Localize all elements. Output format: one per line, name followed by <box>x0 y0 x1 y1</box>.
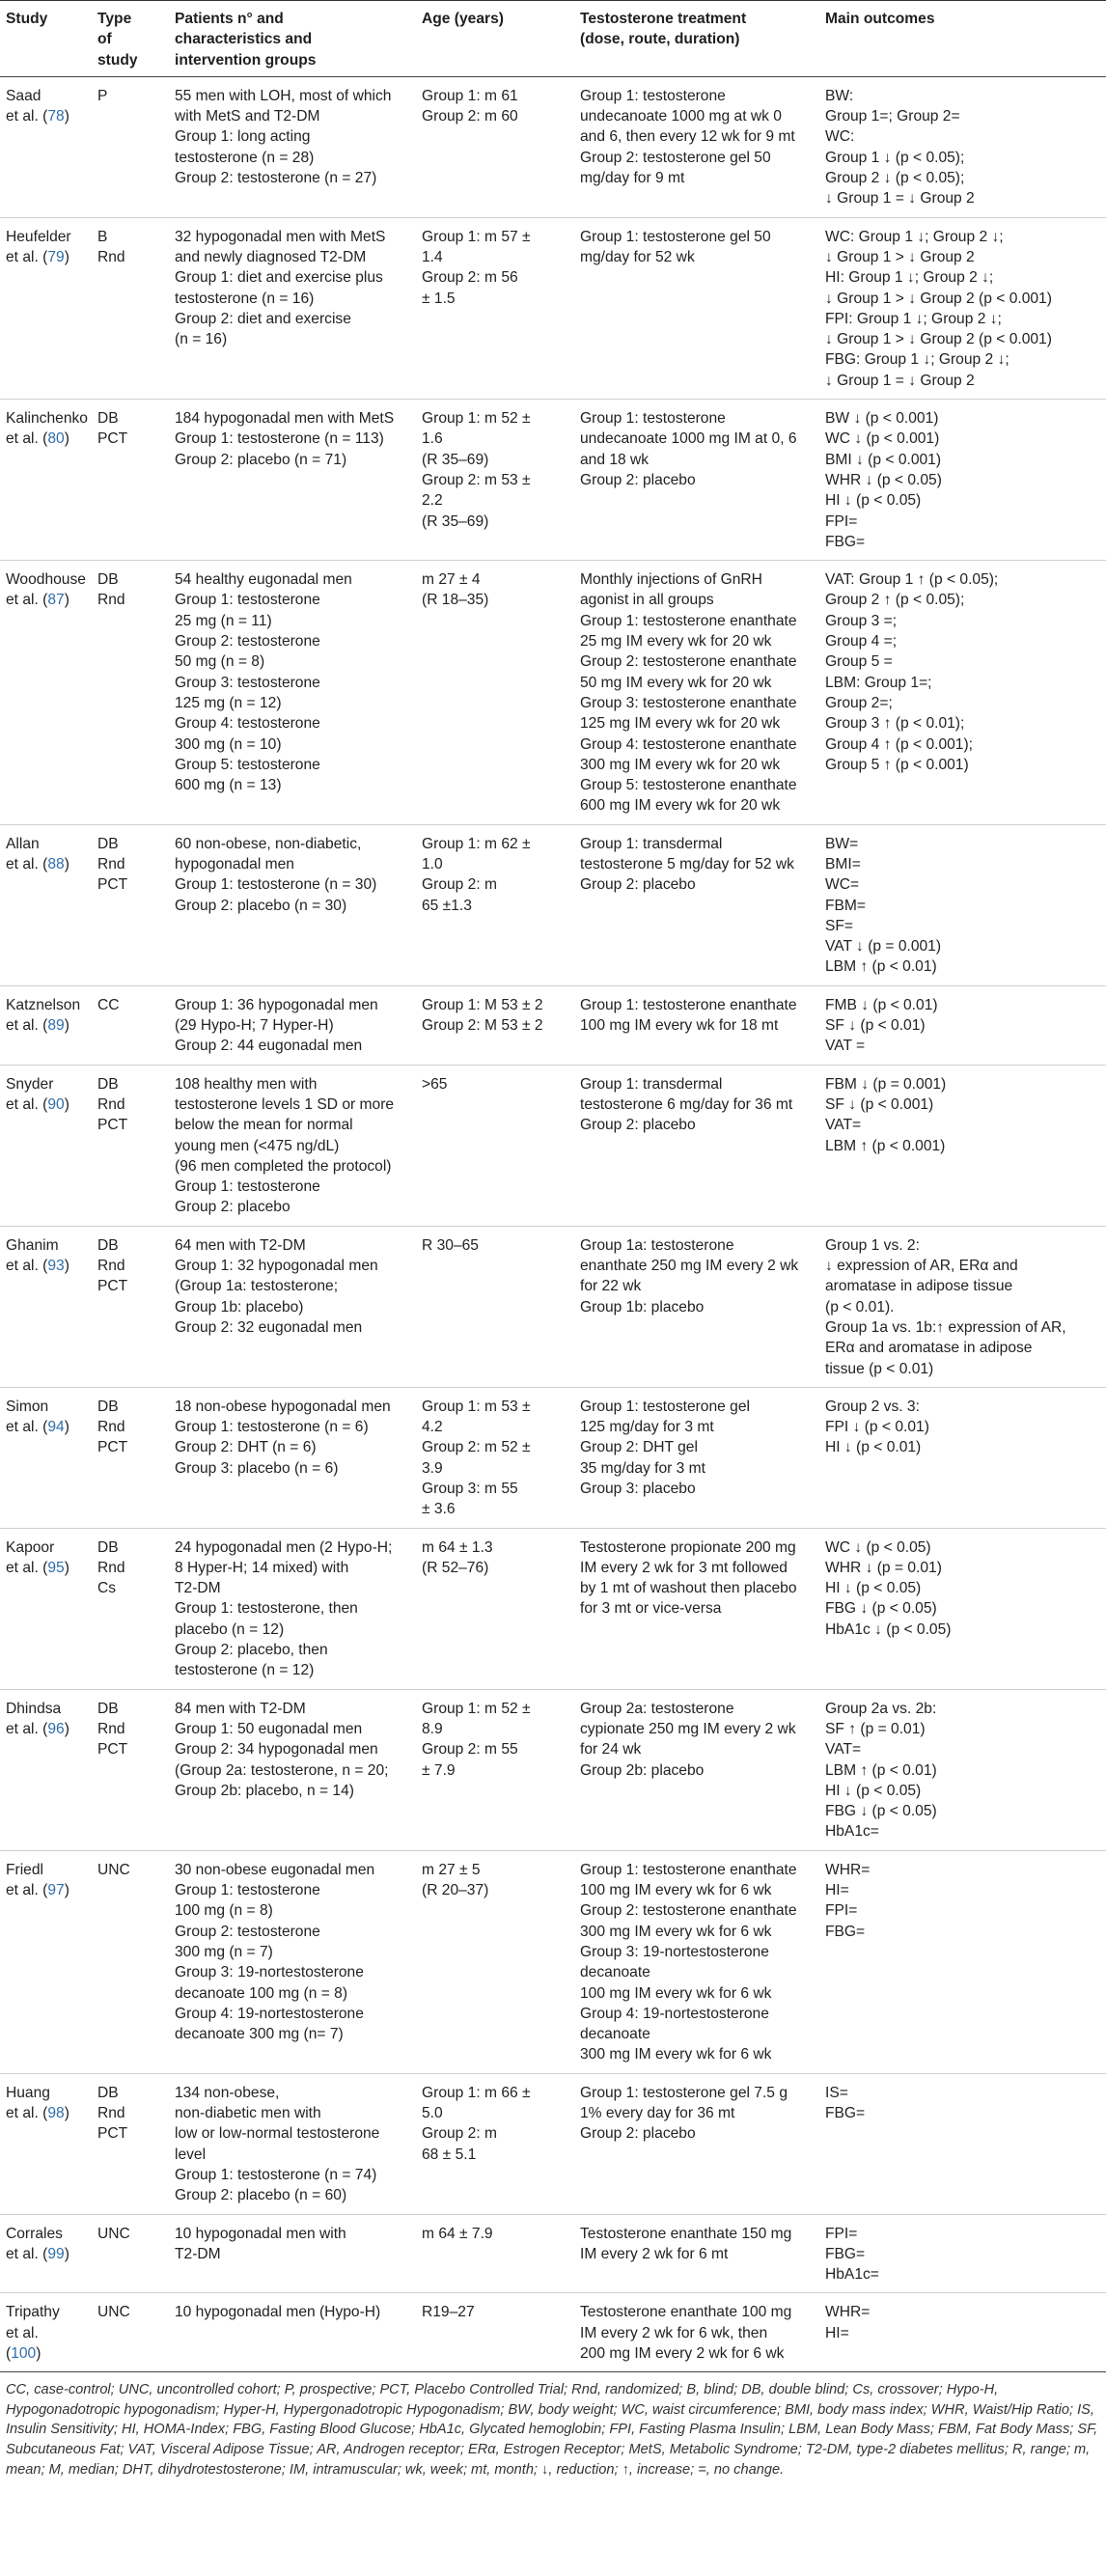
treatment-cell: Testosterone propionate 200 mg IM every 2 wk for 3 mt followed by 1 mt of washout then placebo for 3 mt or vice-versa <box>580 1538 797 1618</box>
ref-close-paren: ) <box>64 1720 69 1737</box>
ref-close-paren: ) <box>64 1017 69 1035</box>
reference-link[interactable]: 88 <box>47 855 65 873</box>
reference-link[interactable]: 96 <box>47 1720 65 1737</box>
treatment-cell: Group 2a: testosterone cypionate 250 mg IM every 2 wk for 24 wk Group 2b: placebo <box>580 1700 796 1779</box>
study-author: Kalinchenko et al. ( <box>6 410 88 448</box>
reference-link[interactable]: 87 <box>47 592 65 609</box>
treatment-cell: Group 1: testosterone enanthate 100 mg IM every wk for 6 wk Group 2: testosterone enanthate 300 mg IM every wk for 6 wk Group 3: 19-nortestosterone decanoate 100 mg IM every wk for 6 wk Group 4: 19-nortestosterone decanoate 300 mg IM every wk for 6 wk <box>580 1861 797 2064</box>
type-cell: UNC <box>97 2304 130 2321</box>
age-cell: Group 1: M 53 ± 2 Group 2: M 53 ± 2 <box>422 996 543 1035</box>
ref-close-paren: ) <box>64 430 69 448</box>
treatment-cell: Testosterone enanthate 150 mg IM every 2 wk for 6 mt <box>580 2225 792 2262</box>
study-cell <box>0 2214 92 2293</box>
reference-link[interactable]: 90 <box>47 1095 65 1113</box>
age-cell: Group 1: m 66 ± 5.0 Group 2: m 68 ± 5.1 <box>422 2084 531 2163</box>
reference-link[interactable]: 80 <box>47 430 65 448</box>
treatment-cell: Group 1: testosterone gel 7.5 g 1% every day for 36 mt Group 2: placebo <box>580 2084 788 2143</box>
patients-cell: 184 hypogonadal men with MetS Group 1: testosterone (n = 113) Group 2: placebo (n = 71) <box>175 410 395 468</box>
ref-close-paren: ) <box>64 2245 69 2262</box>
outcomes-cell: FBM ↓ (p = 0.001) SF ↓ (p < 0.001) VAT= LBM ↑ (p < 0.001) <box>825 1075 947 1154</box>
reference-link[interactable]: 97 <box>47 1882 65 1899</box>
type-cell: DB PCT <box>97 410 128 448</box>
age-cell: m 64 ± 1.3 (R 52–76) <box>422 1538 493 1576</box>
study-author: Simon et al. ( <box>6 1398 49 1436</box>
patients-cell: 10 hypogonadal men with T2-DM <box>175 2225 346 2262</box>
table-row <box>0 1387 1106 1528</box>
table-row <box>0 1850 1106 2073</box>
type-cell: B Rnd <box>97 228 125 265</box>
reference-link[interactable]: 79 <box>47 248 65 265</box>
outcomes-cell: WC: Group 1 ↓; Group 2 ↓; ↓ Group 1 > ↓ Group 2 HI: Group 1 ↓; Group 2 ↓; ↓ Group 1 > ↓ Group 2 (p < 0.001) FPI: Group 1 ↓; Group 2 ↓; ↓ Group 1 > ↓ Group 2 (p < 0.001) FBG: Group 1 ↓; Group 2 ↓; ↓ Group 1 = ↓ Group 2 <box>825 228 1052 389</box>
study-author: Saad et al. ( <box>6 87 48 125</box>
table-row <box>0 1065 1106 1226</box>
header-outcomes: Main outcomes <box>825 11 935 27</box>
study-cell <box>0 824 92 985</box>
table-header <box>0 1 1106 77</box>
patients-cell: 24 hypogonadal men (2 Hypo-H; 8 Hyper-H; 14 mixed) with T2-DM Group 1: testosterone, then placebo (n = 12) Group 2: placebo, then testosterone (n = 12) <box>175 1538 393 1679</box>
outcomes-cell: BW ↓ (p < 0.001) WC ↓ (p < 0.001) BMI ↓ (p < 0.001) WHR ↓ (p < 0.05) HI ↓ (p < 0.05) FPI= FBG= <box>825 410 942 550</box>
patients-cell: 134 non-obese, non-diabetic men with low or low-normal testosterone level Group 1: testosterone (n = 74) Group 2: placebo (n = 60) <box>175 2084 380 2204</box>
study-cell <box>0 985 92 1065</box>
patients-cell: 108 healthy men with testosterone levels 1 SD or more below the mean for normal young men (<475 ng/dL) (96 men completed the protocol) Group 1: testosterone Group 2: placebo <box>175 1075 395 1216</box>
treatment-cell: Testosterone enanthate 100 mg IM every 2 wk for 6 wk, then 200 mg IM every 2 wk for 6 wk <box>580 2304 792 2362</box>
age-cell: Group 1: m 53 ± 4.2 Group 2: m 52 ± 3.9 Group 3: m 55 ± 3.6 <box>422 1398 531 1518</box>
header-treatment: Testosterone treatment (dose, route, duration) <box>580 11 747 48</box>
age-cell: Group 1: m 52 ± 8.9 Group 2: m 55 ± 7.9 <box>422 1700 531 1779</box>
table-row <box>0 561 1106 825</box>
ref-close-paren: ) <box>64 108 69 125</box>
outcomes-cell: BW= BMI= WC= FBM= SF= VAT ↓ (p = 0.001) LBM ↑ (p < 0.01) <box>825 835 942 976</box>
table-footnote: CC, case-control; UNC, uncontrolled cohort; P, prospective; PCT, Placebo Controlled Trial; Rnd, randomized; B, blind; DB, double blind; Cs, crossover; Hypo-H, Hypogonadotropic hypogonadism; Hyper-H, Hypergonadotropic Hypogonadism; BW, body weight; WC, waist circumference; BMI, body mass index; WHR, Waist/Hip Ratio; IS, Insulin Sensitivity; HI, HOMA-Index; FBG, Fasting Blood Glucose; HbA1c, Glycated hemoglobin; FPI, Fasting Plasma Insulin; LBM, Lean Body Mass; FBM, Fat Body Mass; SF, Subcutaneous Fat; VAT, Visceral Adipose Tissue; AR, Androgen receptor; ERα, Estrogen Receptor; MetS, Metabolic Syndrome; T2-DM, type-2 diabetes mellitus; R, range; m, mean; M, median; DHT, dihydrotestosterone; IM, intramuscular; wk, week; mt, month; ↓, reduction; ↑, increase; =, no change. <box>6 2382 1098 2478</box>
patients-cell: 32 hypogonadal men with MetS and newly diagnosed T2-DM Group 1: diet and exercise plus testosterone (n = 16) Group 2: diet and exercise (n = 16) <box>175 228 386 348</box>
table-row <box>0 1689 1106 1850</box>
type-cell: UNC <box>97 2225 130 2242</box>
treatment-cell: Group 1: testosterone gel 125 mg/day for 3 mt Group 2: DHT gel 35 mg/day for 3 mt Group 3: placebo <box>580 1398 750 1497</box>
type-cell: DB Rnd Cs <box>97 1538 125 1597</box>
age-cell: m 64 ± 7.9 <box>422 2225 493 2242</box>
patients-cell: 64 men with T2-DM Group 1: 32 hypogonadal men (Group 1a: testosterone; Group 1b: placebo) Group 2: 32 eugonadal men <box>175 1236 378 1336</box>
age-cell: Group 1: m 62 ± 1.0 Group 2: m 65 ±1.3 <box>422 835 531 914</box>
patients-cell: 84 men with T2-DM Group 1: 50 eugonadal men Group 2: 34 hypogonadal men (Group 2a: testosterone, n = 20; Group 2b: placebo, n = 14) <box>175 1700 389 1799</box>
study-cell <box>0 76 92 217</box>
patients-cell: Group 1: 36 hypogonadal men (29 Hypo-H; 7 Hyper-H) Group 2: 44 eugonadal men <box>175 996 378 1055</box>
study-cell <box>0 1528 92 1689</box>
table-row <box>0 76 1106 217</box>
outcomes-cell: Group 2 vs. 3: FPI ↓ (p < 0.01) HI ↓ (p < 0.01) <box>825 1398 929 1456</box>
study-author: Kapoor et al. ( <box>6 1538 55 1576</box>
table-row <box>0 2214 1106 2293</box>
age-cell: R 30–65 <box>422 1236 479 1254</box>
ref-close-paren: ) <box>64 1559 69 1576</box>
study-author: Dhindsa et al. ( <box>6 1700 62 1737</box>
reference-link[interactable]: 93 <box>47 1258 65 1275</box>
table-row <box>0 2293 1106 2372</box>
patients-cell: 10 hypogonadal men (Hypo-H) <box>175 2304 381 2321</box>
patients-cell: 18 non-obese hypogonadal men Group 1: testosterone (n = 6) Group 2: DHT (n = 6) Group 3: placebo (n = 6) <box>175 1398 391 1477</box>
treatment-cell: Group 1: transdermal testosterone 6 mg/day for 36 mt Group 2: placebo <box>580 1075 793 1134</box>
treatment-cell: Group 1: testosterone undecanoate 1000 mg IM at 0, 6 and 18 wk Group 2: placebo <box>580 410 797 488</box>
ref-close-paren: ) <box>64 1419 69 1436</box>
study-cell <box>0 217 92 399</box>
reference-link[interactable]: 100 <box>11 2344 37 2362</box>
age-cell: m 27 ± 5 (R 20–37) <box>422 1861 489 1899</box>
outcomes-cell: IS= FBG= <box>825 2084 866 2122</box>
patients-cell: 30 non-obese eugonadal men Group 1: testosterone 100 mg (n = 8) Group 2: testosterone 300 mg (n = 7) Group 3: 19-nortestosterone decanoate 100 mg (n = 8) Group 4: 19-nortestosterone decanoate 300 mg (n= 7) <box>175 1861 375 2043</box>
header-type-of-study: Type of study <box>97 11 138 69</box>
age-cell: Group 1: m 61 Group 2: m 60 <box>422 87 518 125</box>
treatment-cell: Group 1: testosterone enanthate 100 mg IM every wk for 18 mt <box>580 996 797 1035</box>
type-cell: P <box>97 87 108 104</box>
type-cell: DB Rnd PCT <box>97 1236 128 1295</box>
study-cell <box>0 2073 92 2214</box>
reference-link[interactable]: 78 <box>47 108 65 125</box>
type-cell: DB Rnd PCT <box>97 2084 128 2143</box>
patients-cell: 54 healthy eugonadal men Group 1: testosterone 25 mg (n = 11) Group 2: testosterone 50 mg (n = 8) Group 3: testosterone 125 mg (n = 12) Group 4: testosterone 300 mg (n = 10) Group 5: testosterone 600 mg (n = 13) <box>175 571 352 794</box>
treatment-cell: Group 1: testosterone undecanoate 1000 mg at wk 0 and 6, then every 12 wk for 9 mt Group 2: testosterone gel 50 mg/day for 9 mt <box>580 87 795 187</box>
treatment-cell: Group 1: testosterone gel 50 mg/day for 52 wk <box>580 228 771 265</box>
age-cell: Group 1: m 52 ± 1.6 (R 35–69) Group 2: m 53 ± 2.2 (R 35–69) <box>422 410 531 530</box>
table-row <box>0 2073 1106 2214</box>
study-author: Corrales et al. ( <box>6 2225 63 2262</box>
outcomes-cell: BW: Group 1=; Group 2= WC: Group 1 ↓ (p < 0.05); Group 2 ↓ (p < 0.05); ↓ Group 1 = ↓ Group 2 <box>825 87 975 208</box>
age-cell: m 27 ± 4 (R 18–35) <box>422 571 489 609</box>
study-cell <box>0 1065 92 1226</box>
study-cell <box>0 1387 92 1528</box>
study-cell <box>0 2293 92 2372</box>
outcomes-cell: WHR= HI= FPI= FBG= <box>825 1861 871 1940</box>
ref-close-paren: ) <box>64 1882 69 1899</box>
treatment-cell: Monthly injections of GnRH agonist in all groups Group 1: testosterone enanthate 25 mg IM every wk for 20 wk Group 2: testosterone enanthate 50 mg IM every wk for 20 wk Group 3: testosterone enanthate 125 mg IM every wk for 20 wk Group 4: testosterone enanthate 300 mg IM every wk for 20 wk Group 5: testosterone enanthate 600 mg IM every wk for 20 wk <box>580 571 797 815</box>
ref-close-paren: ) <box>64 248 69 265</box>
treatment-cell: Group 1: transdermal testosterone 5 mg/day for 52 wk Group 2: placebo <box>580 835 794 894</box>
type-cell: UNC <box>97 1861 130 1878</box>
outcomes-cell: Group 2a vs. 2b: SF ↑ (p = 0.01) VAT= LBM ↑ (p < 0.01) HI ↓ (p < 0.05) FBG ↓ (p < 0.05) HbA1c= <box>825 1700 937 1841</box>
header-study: Study <box>6 11 48 27</box>
reference-link[interactable]: 98 <box>47 2105 65 2122</box>
age-cell: >65 <box>422 1075 448 1093</box>
type-cell: CC <box>97 996 120 1013</box>
study-author: Allan et al. ( <box>6 835 48 873</box>
patients-cell: 60 non-obese, non-diabetic, hypogonadal men Group 1: testosterone (n = 30) Group 2: placebo (n = 30) <box>175 835 377 914</box>
study-cell <box>0 1226 92 1387</box>
type-cell: DB Rnd PCT <box>97 835 128 894</box>
study-author: Ghanim et al. ( <box>6 1236 59 1275</box>
study-author: Heufelder et al. ( <box>6 228 71 265</box>
table-row <box>0 217 1106 399</box>
table-row <box>0 1528 1106 1689</box>
age-cell: Group 1: m 57 ± 1.4 Group 2: m 56 ± 1.5 <box>422 228 531 307</box>
outcomes-cell: FMB ↓ (p < 0.01) SF ↓ (p < 0.01) VAT = <box>825 996 938 1055</box>
study-author: Woodhouse et al. ( <box>6 571 86 609</box>
header-age: Age (years) <box>422 11 504 27</box>
table-row <box>0 824 1106 985</box>
ref-close-paren: ) <box>36 2344 41 2362</box>
study-author: Tripathy et al. ( <box>6 2304 60 2362</box>
table-row <box>0 985 1106 1065</box>
type-cell: DB Rnd <box>97 571 125 609</box>
header-row <box>0 1 1106 77</box>
ref-close-paren: ) <box>64 1095 69 1113</box>
reference-link[interactable]: 95 <box>47 1559 65 1576</box>
study-author: Snyder et al. ( <box>6 1075 54 1113</box>
outcomes-cell: FPI= FBG= HbA1c= <box>825 2225 879 2284</box>
type-cell: DB Rnd PCT <box>97 1398 128 1456</box>
outcomes-cell: WHR= HI= <box>825 2304 871 2341</box>
study-cell <box>0 400 92 561</box>
treatment-cell: Group 1a: testosterone enanthate 250 mg IM every 2 wk for 22 wk Group 1b: placebo <box>580 1236 799 1316</box>
ref-close-paren: ) <box>64 592 69 609</box>
ref-close-paren: ) <box>64 855 69 873</box>
type-cell: DB Rnd PCT <box>97 1700 128 1759</box>
study-cell <box>0 1850 92 2073</box>
study-author: Katznelson et al. ( <box>6 996 81 1035</box>
study-author: Huang et al. ( <box>6 2084 50 2122</box>
outcomes-cell: Group 1 vs. 2: ↓ expression of AR, ERα and aromatase in adipose tissue (p < 0.01). Group 1a vs. 1b:↑ expression of AR, ERα and aromatase in adipose tissue (p < 0.01) <box>825 1236 1066 1377</box>
study-cell <box>0 561 92 825</box>
patients-cell: 55 men with LOH, most of which with MetS and T2-DM Group 1: long acting testosterone (n = 28) Group 2: testosterone (n = 27) <box>175 87 392 187</box>
age-cell: R19–27 <box>422 2304 475 2321</box>
study-cell <box>0 1689 92 1850</box>
ref-close-paren: ) <box>64 2105 69 2122</box>
reference-link[interactable]: 94 <box>47 1419 65 1436</box>
type-cell: DB Rnd PCT <box>97 1075 128 1134</box>
study-author: Friedl et al. ( <box>6 1861 48 1899</box>
table-row <box>0 400 1106 561</box>
header-patients: Patients n° and characteristics and intervention groups <box>175 11 317 69</box>
table-row <box>0 1226 1106 1387</box>
outcomes-cell: WC ↓ (p < 0.05) WHR ↓ (p = 0.01) HI ↓ (p < 0.05) FBG ↓ (p < 0.05) HbA1c ↓ (p < 0.05) <box>825 1538 952 1638</box>
reference-link[interactable]: 89 <box>47 1017 65 1035</box>
table-body <box>0 76 1106 2371</box>
outcomes-cell: VAT: Group 1 ↑ (p < 0.05); Group 2 ↑ (p < 0.05); Group 3 =; Group 4 =; Group 5 = LBM: Group 1=; Group 2=; Group 3 ↑ (p < 0.01); Group 4 ↑ (p < 0.001); Group 5 ↑ (p < 0.001) <box>825 571 999 773</box>
reference-link[interactable]: 99 <box>47 2245 65 2262</box>
ref-close-paren: ) <box>64 1258 69 1275</box>
